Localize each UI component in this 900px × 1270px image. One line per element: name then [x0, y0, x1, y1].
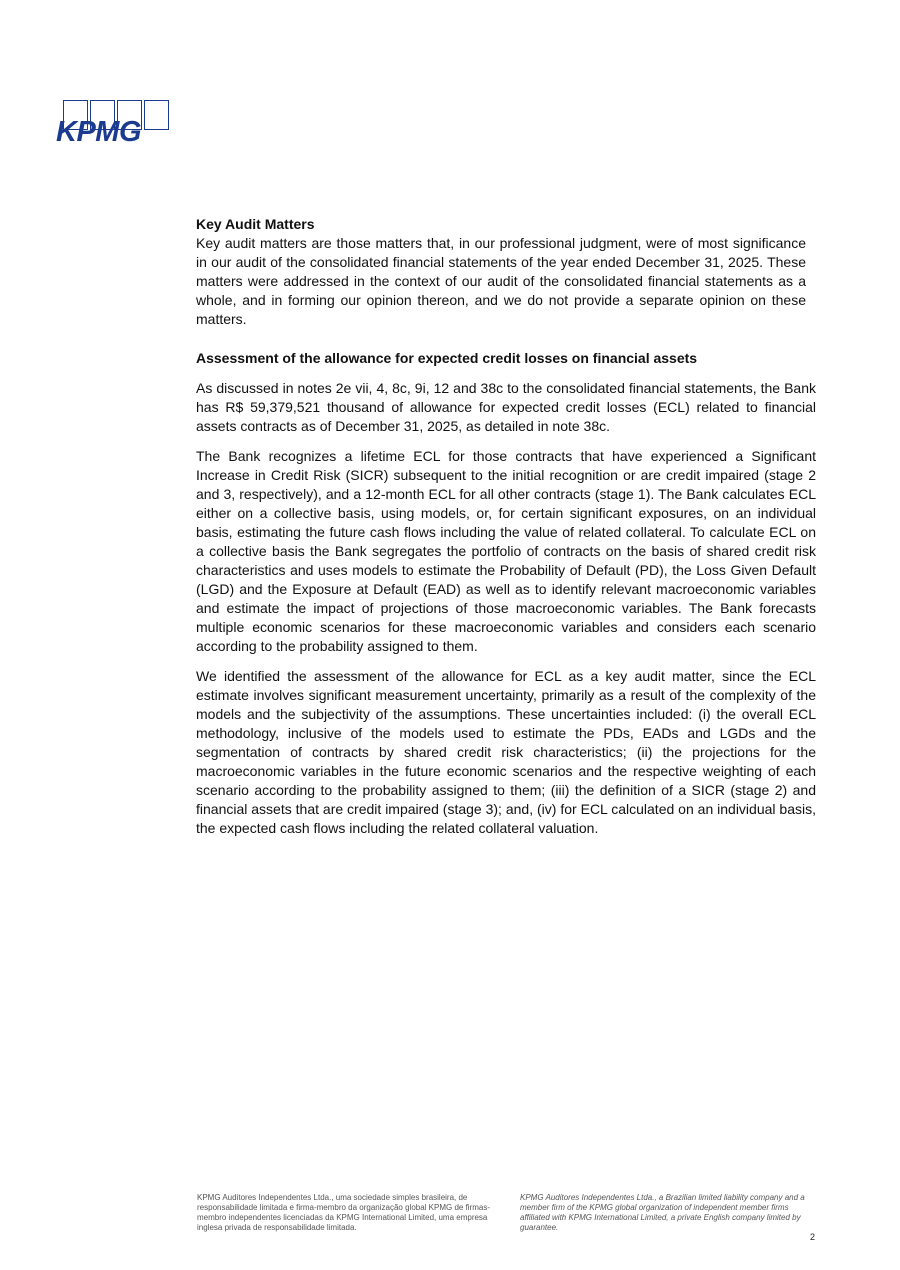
ecl-paragraph-2: The Bank recognizes a lifetime ECL for those contracts that have experienced a Significant Increase in Credit Risk (SICR) subsequent to the initial recognition or are credit impaired (stage 2 and 3, respectively), and a 12-month ECL for all other contracts (stage 1). The Bank calculates ECL either on a collective basis, using models, or, for certain significant exposures, on an individual basis, estimating the future cash flows including the value of related collateral. To calculate ECL on a collective basis the Bank segregates the portfolio of contracts on the basis of shared credit risk characteristics and uses models to estimate the Probability of Default (PD), the Loss Given Default (LGD) and the Exposure at Default (EAD) as well as to identify relevant macroeconomic variables and estimate the impact of projections of those macroeconomic variables. The Bank forecasts multiple economic scenarios for these macroeconomic variables and considers each scenario according to the probability assigned to them. — [196, 448, 816, 654]
ecl-section-heading: Assessment of the allowance for expected credit losses on financial assets — [196, 350, 698, 366]
key-audit-matters-heading: Key Audit Matters — [196, 216, 315, 232]
page-number: 2 — [810, 1232, 816, 1242]
ecl-paragraph-3: We identified the assessment of the allowance for ECL as a key audit matter, since the ECL estimate involves significant measurement uncertainty, primarily as a result of the complexity of the models and the subjectivity of the assumptions. These uncertainties included: (i) the overall ECL methodology, inclusive of the models used to estimate the PDs, EADs and LGDs and the segmentation of contracts by shared credit risk characteristics; (ii) the projections for the macroeconomic variables in the future economic scenarios and the respective weighting of each scenario according to the probability assigned to them; (iii) the definition of a SICR (stage 2) and financial assets that are credit impaired (stage 3); and, (iv) for ECL calculated on an individual basis, the expected cash flows including the related collateral valuation. — [196, 668, 816, 836]
ecl-paragraph-1: As discussed in notes 2e vii, 4, 8c, 9i, 12 and 38c to the consolidated financial statements, the Bank has R$ 59,379,521 thousand of allowance for expected credit losses (ECL) related to financial assets contracts as of December 31, 2025, as detailed in note 38c. — [196, 380, 816, 434]
logo-box — [144, 100, 169, 130]
footer-english-disclaimer: KPMG Auditores Independentes Ltda., a Brazilian limited liability company and a member firm of the KPMG global organization of independent member firms affiliated with KPMG International Limited, a private English company limited by guarantee. — [520, 1193, 805, 1232]
kpmg-logo — [56, 100, 174, 150]
logo-wordmark: KPMG — [56, 116, 141, 148]
key-audit-matters-paragraph: Key audit matters are those matters that, in our professional judgment, were of most significance in our audit of the consolidated financial statements of the year ended December 31, 2025. These matters were addressed in the context of our audit of the consolidated financial statements as a whole, and in forming our opinion thereon, and we do not provide a separate opinion on these matters. — [196, 235, 806, 327]
footer-portuguese-disclaimer: KPMG Auditores Independentes Ltda., uma sociedade simples brasileira, de responsabilidade limitada e firma-membro da organização global KPMG de firmas-membro independentes licenciadas da KPMG International Limited, uma empresa inglesa privada de responsabilidade limitada. — [197, 1193, 491, 1232]
report-body — [196, 215, 816, 838]
